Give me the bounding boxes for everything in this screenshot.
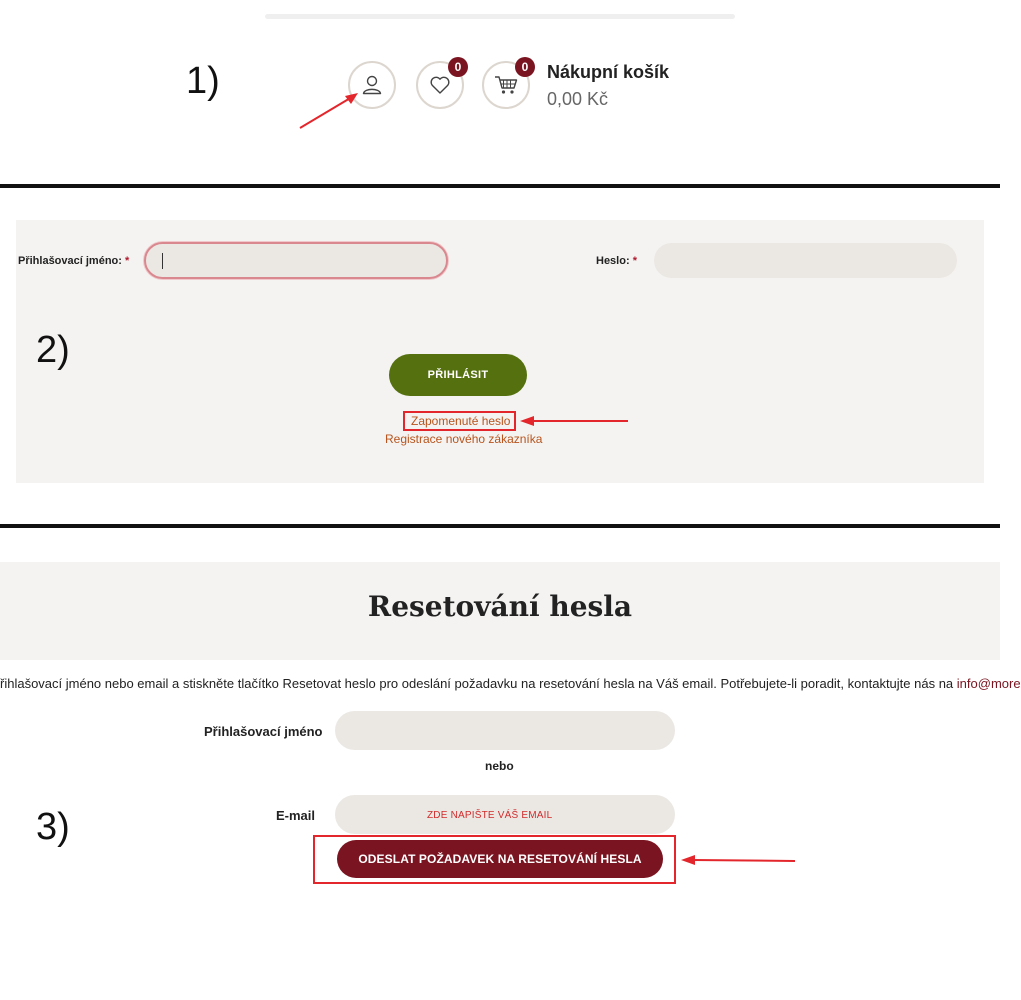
cart-count-badge: 0 <box>515 57 535 77</box>
reset-password-button[interactable]: ODESLAT POŽADAVEK NA RESETOVÁNÍ HESLA <box>337 840 663 878</box>
password-input[interactable] <box>654 243 957 278</box>
section-divider-1 <box>0 184 1000 188</box>
reset-username-label: Přihlašovací jméno <box>204 724 323 739</box>
username-label <box>18 255 129 267</box>
cart-title[interactable]: Nákupní košík <box>547 62 670 82</box>
or-text: nebo <box>485 759 514 773</box>
step-label-2: 2) <box>36 329 70 371</box>
wishlist-count-badge: 0 <box>448 57 468 77</box>
password-label-text: Heslo: <box>596 255 630 267</box>
password-label <box>596 255 637 267</box>
top-divider-line <box>265 14 735 19</box>
required-mark: * <box>632 255 637 267</box>
annotation-arrow-3 <box>679 852 797 868</box>
annotation-arrow-2 <box>518 413 630 429</box>
register-link[interactable]: Registrace nového zákazníka <box>385 432 543 446</box>
contact-email-link[interactable]: info@more <box>956 676 1021 691</box>
reset-username-input[interactable] <box>335 711 675 750</box>
username-label-text: Přihlašovací jméno: <box>18 255 122 267</box>
username-input[interactable] <box>144 242 448 279</box>
text-caret <box>162 253 163 269</box>
required-mark: * <box>125 255 130 267</box>
annotation-arrow-1 <box>296 90 366 132</box>
cart-price: 0,00 Kč <box>547 89 609 109</box>
login-button[interactable]: PŘIHLÁSIT <box>389 354 527 396</box>
instruction-text: řihlašovací jméno nebo email a stiskněte tlačítko Resetovat heslo pro odeslání požadavku na resetování hesla na Váš email. Potřebujete-li poradit, kontaktujte nás na <box>0 676 954 691</box>
heart-icon <box>428 73 452 97</box>
page-title: Resetování hesla <box>367 590 633 623</box>
step-label-1: 1) <box>186 60 220 102</box>
forgot-password-link[interactable]: Zapomenuté heslo <box>411 414 511 428</box>
section-divider-2 <box>0 524 1000 528</box>
reset-instructions <box>0 676 1021 691</box>
reset-email-input[interactable] <box>335 795 675 834</box>
reset-email-label: E-mail <box>276 808 316 823</box>
shopping-cart-icon <box>493 73 519 97</box>
step-label-3: 3) <box>36 806 70 848</box>
email-placeholder: ZDE NAPIŠTE VÁŠ EMAIL <box>427 810 553 821</box>
